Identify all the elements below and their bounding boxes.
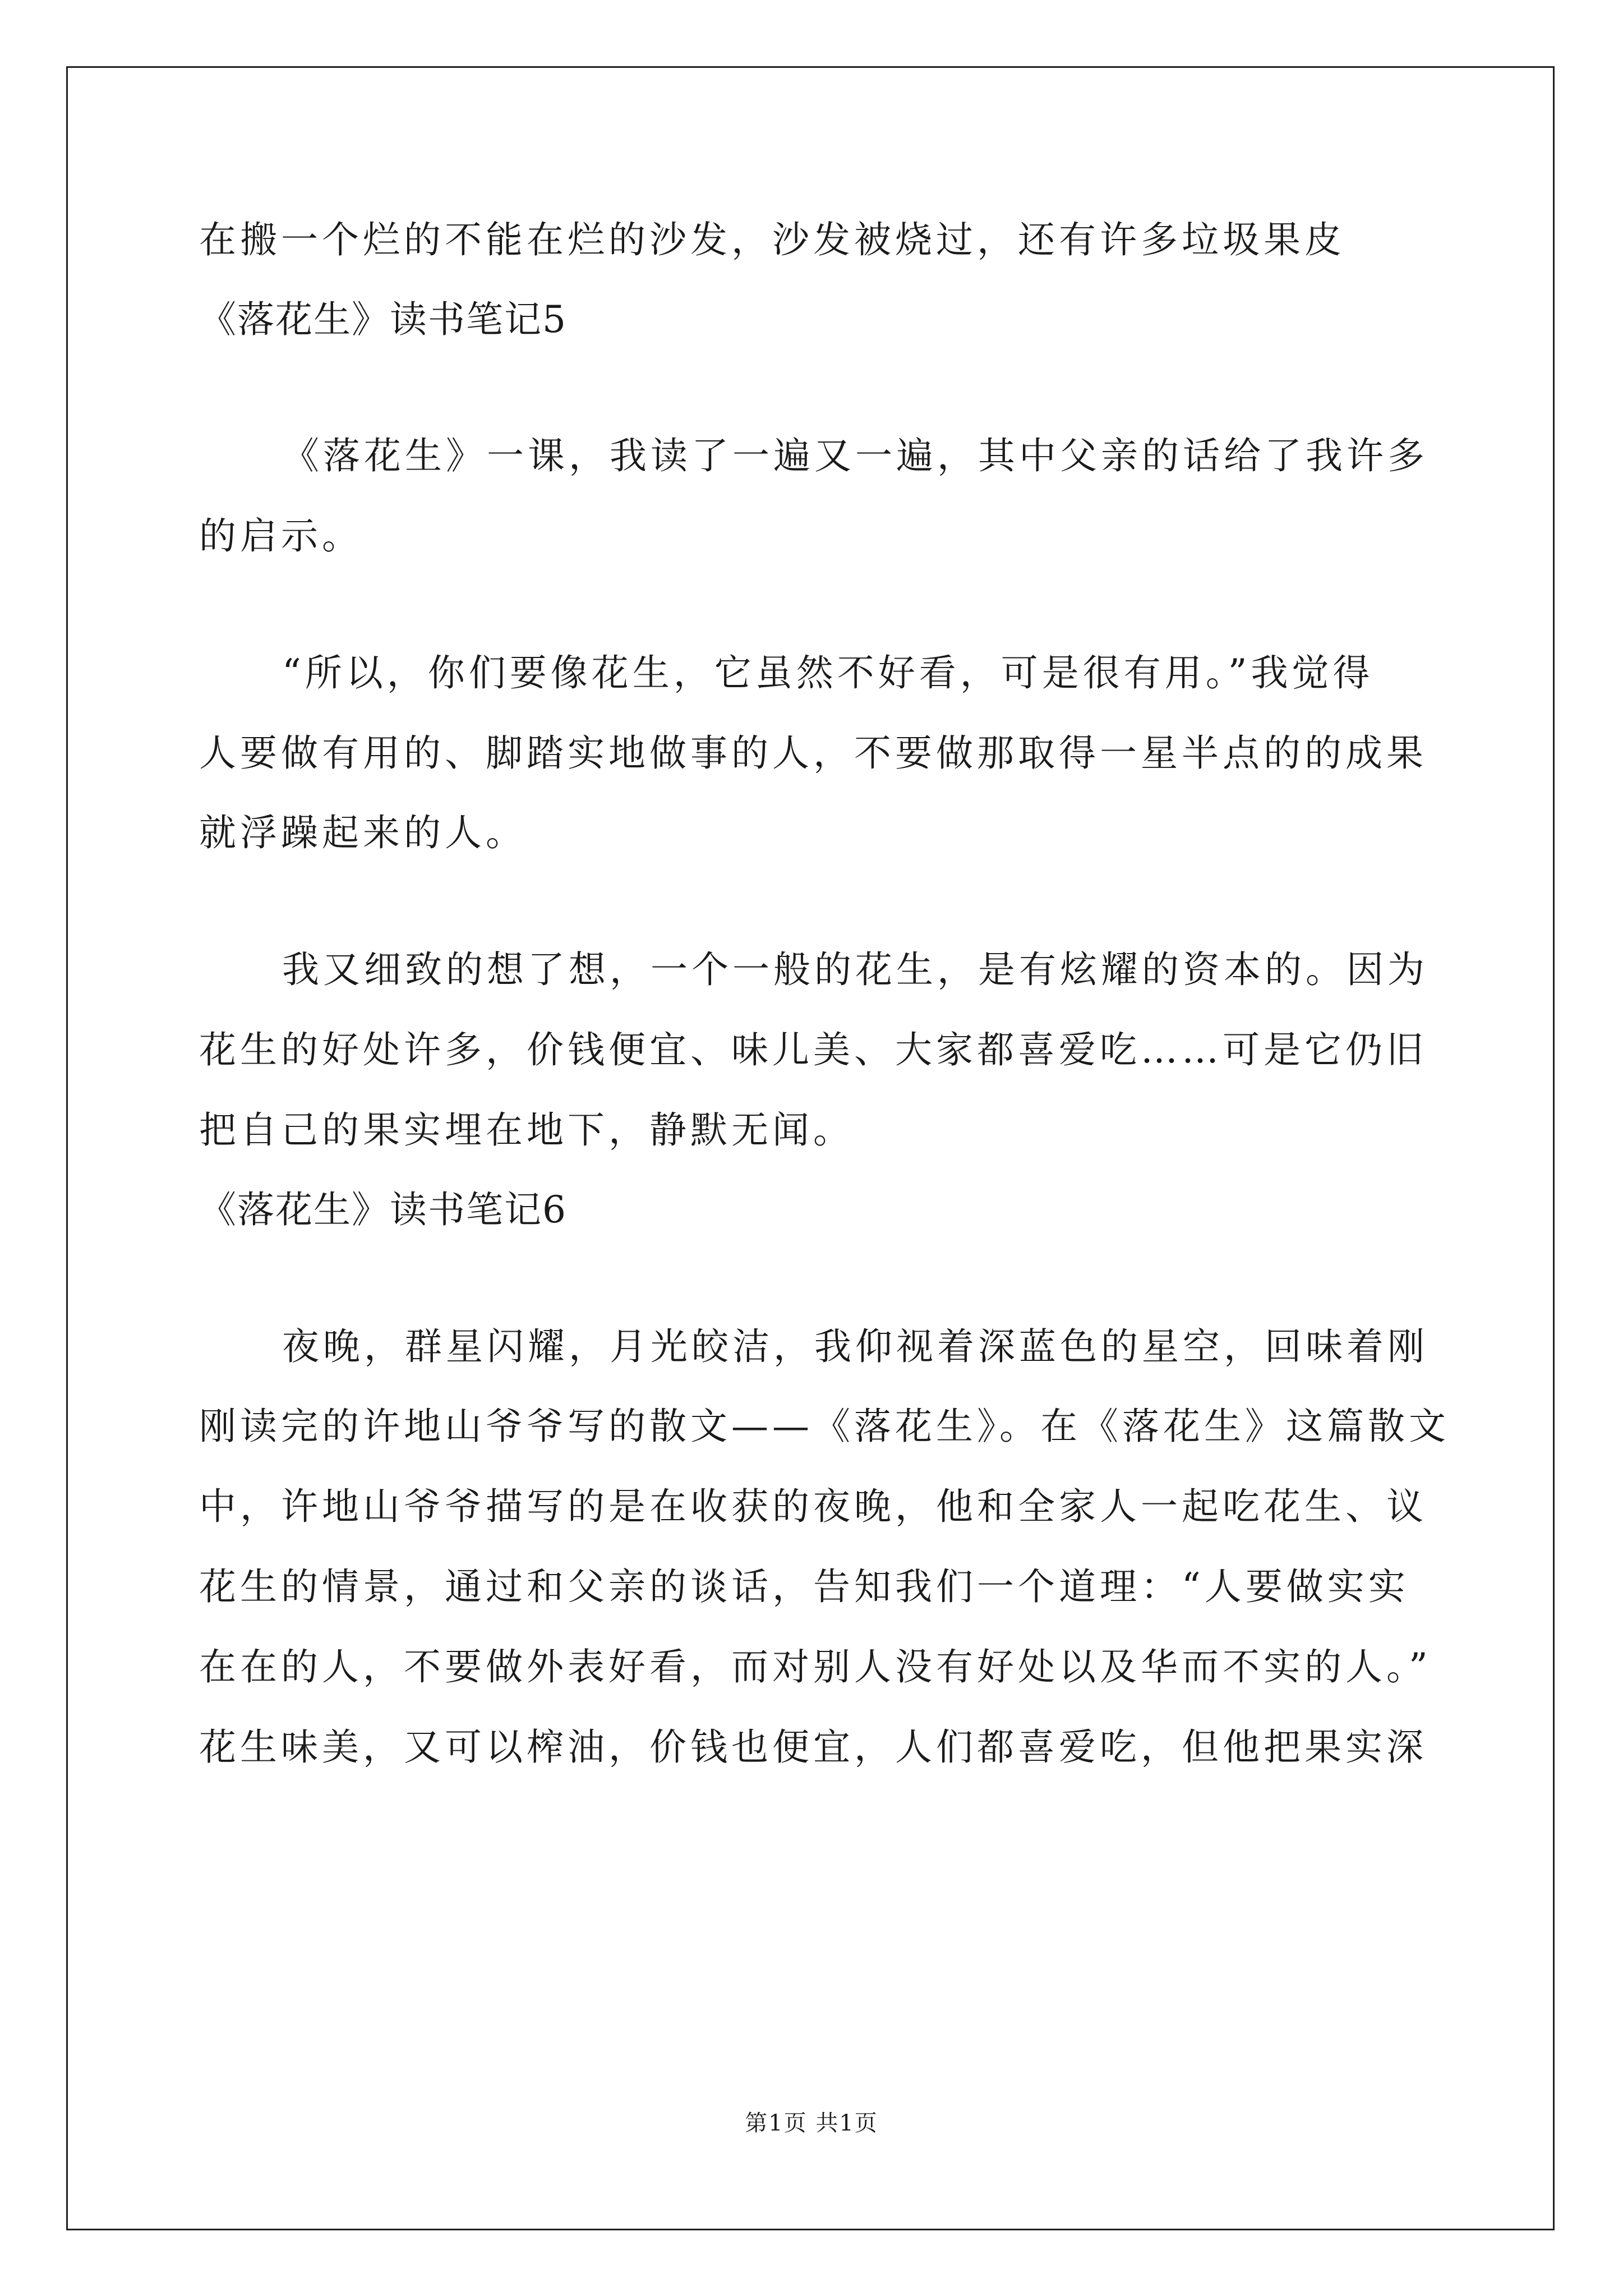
page-number: 第1页 共1页 <box>745 2110 878 2136</box>
paragraph-line: 《落花生》一课，我读了一遍又一遍，其中父亲的话给了我许多 <box>282 434 1428 477</box>
paragraph-line: 中，许地山爷爷描写的是在收获的夜晚，他和全家人一起吃花生、议 <box>199 1485 1427 1528</box>
paragraph-line: 人要做有用的、脚踏实地做事的人，不要做那取得一星半点的的成果 <box>199 731 1427 775</box>
paragraph-line: 的启示。 <box>199 514 363 558</box>
paragraph-line: 就浮躁起来的人。 <box>199 811 527 854</box>
paragraph-line: 花生的好处许多，价钱便宜、味儿美、大家都喜爱吃……可是它仍旧 <box>199 1028 1427 1071</box>
paragraph-line: 夜晚，群星闪耀，月光皎洁，我仰视着深蓝色的星空，回味着刚 <box>282 1325 1428 1368</box>
section-heading-5: 《落花生》读书笔记5 <box>199 298 567 341</box>
section-heading-6: 《落花生》读书笔记6 <box>199 1188 567 1231</box>
paragraph-line: 在搬一个烂的不能在烂的沙发，沙发被烧过，还有许多垃圾果皮 <box>199 218 1345 261</box>
paragraph-line: 把自己的果实埋在地下，静默无闻。 <box>199 1108 854 1152</box>
paragraph-line: 在在的人，不要做外表好看，而对别人没有好处以及华而不实的人。” <box>199 1645 1432 1688</box>
paragraph-line: 刚读完的许地山爷爷写的散文——《落花生》。在《落花生》这篇散文 <box>199 1405 1450 1448</box>
paragraph-line: 花生味美，又可以榨油，价钱也便宜，人们都喜爱吃，但他把果实深 <box>199 1726 1427 1769</box>
paragraph-line: 花生的情景，通过和父亲的谈话，告知我们一个道理：“人要做实实 <box>199 1565 1409 1608</box>
paragraph-line: 我又细致的想了想，一个一般的花生，是有炫耀的资本的。因为 <box>282 948 1428 991</box>
paragraph-line: “所以，你们要像花生，它虽然不好看，可是很有用。”我觉得 <box>282 651 1374 694</box>
